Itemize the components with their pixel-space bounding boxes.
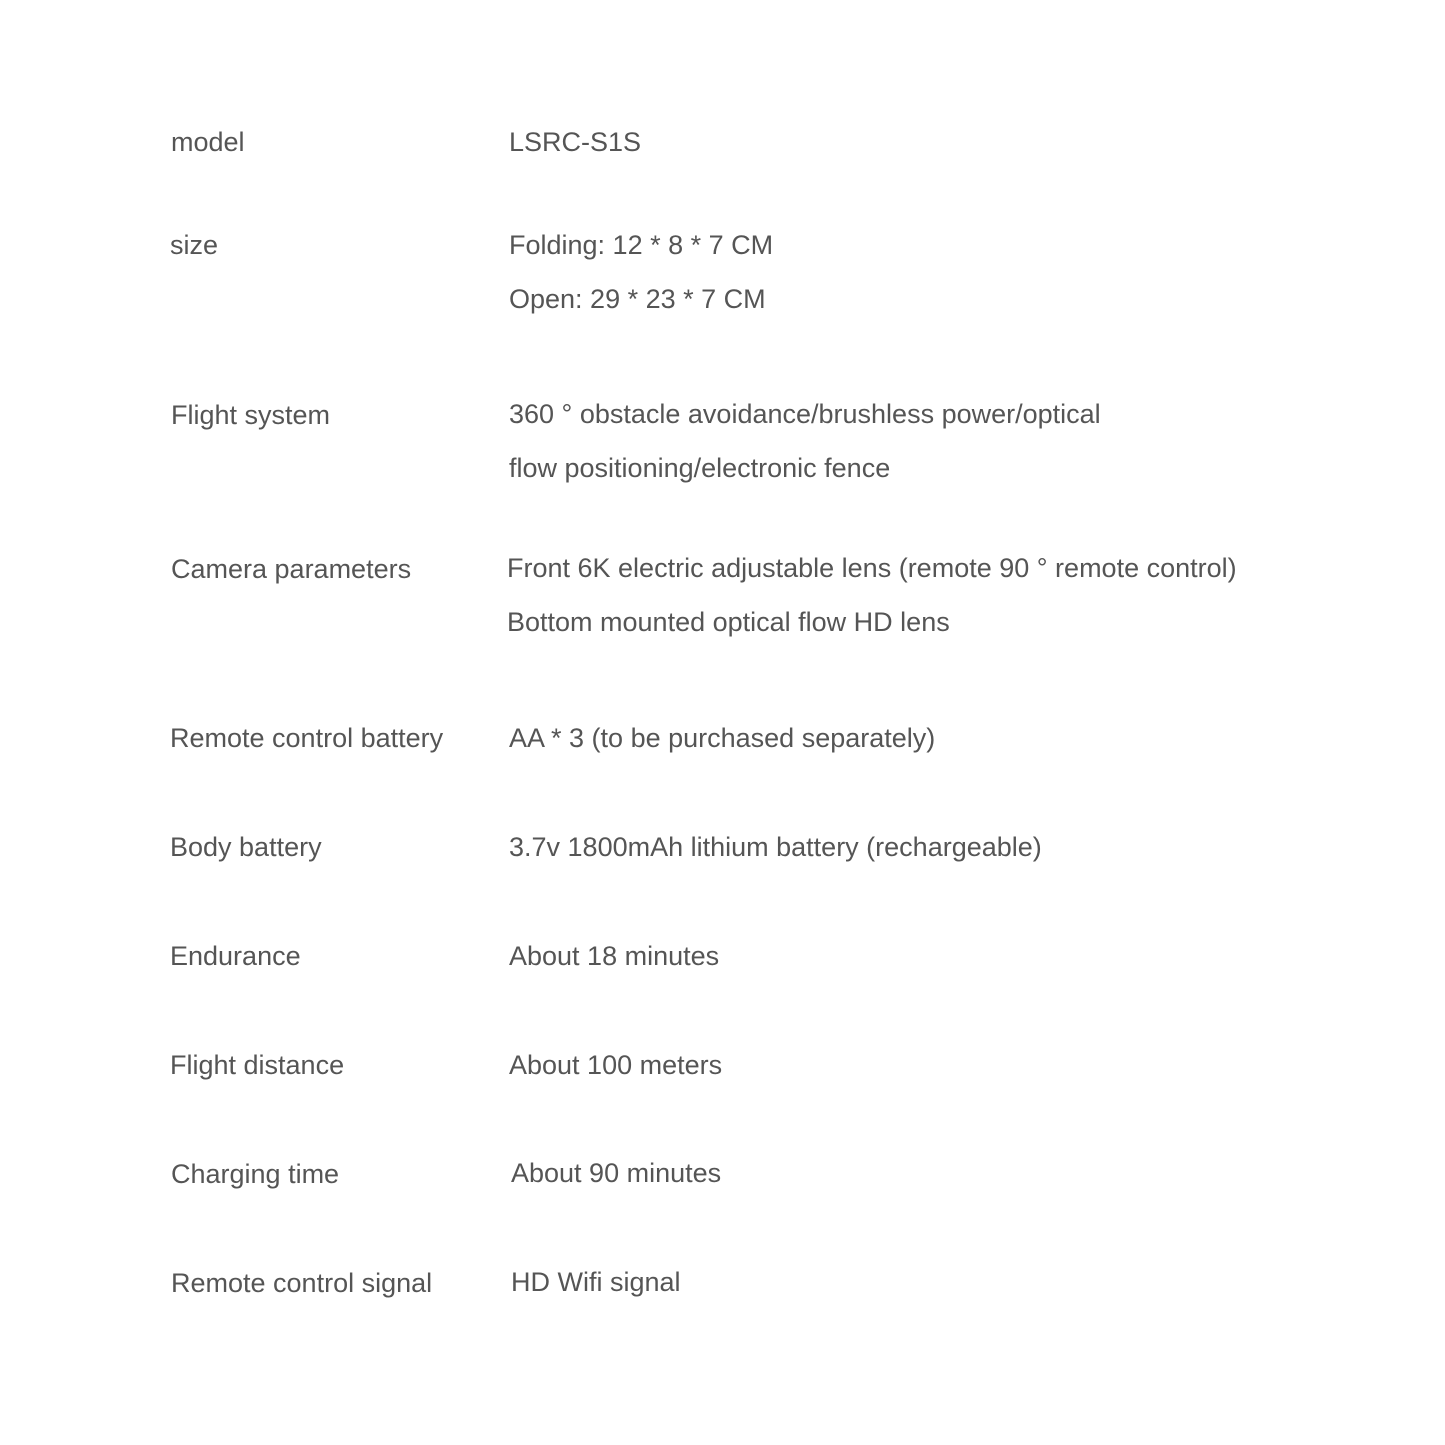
spec-label-remote-control-battery: Remote control battery [170, 723, 444, 753]
spec-value-model: LSRC-S1S [509, 127, 642, 157]
spec-label-remote-control-signal: Remote control signal [171, 1268, 433, 1298]
spec-value-camera-front: Front 6K electric adjustable lens (remote 90 ° remote control) [507, 553, 1237, 583]
spec-label-size: size [170, 230, 219, 260]
spec-value-size-open: Open: 29 * 23 * 7 CM [509, 284, 766, 314]
spec-value-charging-time: About 90 minutes [511, 1158, 722, 1188]
spec-value-remote-control-battery: AA * 3 (to be purchased separately) [509, 723, 936, 753]
spec-label-model: model [171, 127, 245, 157]
spec-label-endurance: Endurance [170, 941, 301, 971]
spec-value-endurance: About 18 minutes [509, 941, 720, 971]
spec-label-camera-parameters: Camera parameters [171, 554, 412, 584]
spec-value-remote-control-signal: HD Wifi signal [511, 1267, 681, 1297]
spec-value-flight-system-line2: flow positioning/electronic fence [509, 453, 891, 483]
spec-label-charging-time: Charging time [171, 1159, 340, 1189]
spec-value-camera-bottom: Bottom mounted optical flow HD lens [507, 607, 950, 637]
spec-value-flight-distance: About 100 meters [509, 1050, 723, 1080]
spec-value-body-battery: 3.7v 1800mAh lithium battery (rechargeable) [509, 832, 1042, 862]
spec-value-flight-system-line1: 360 ° obstacle avoidance/brushless power/optical [509, 399, 1101, 429]
spec-label-flight-distance: Flight distance [170, 1050, 345, 1080]
spec-label-flight-system: Flight system [171, 400, 331, 430]
spec-label-body-battery: Body battery [170, 832, 322, 862]
spec-value-size-folding: Folding: 12 * 8 * 7 CM [509, 230, 774, 260]
